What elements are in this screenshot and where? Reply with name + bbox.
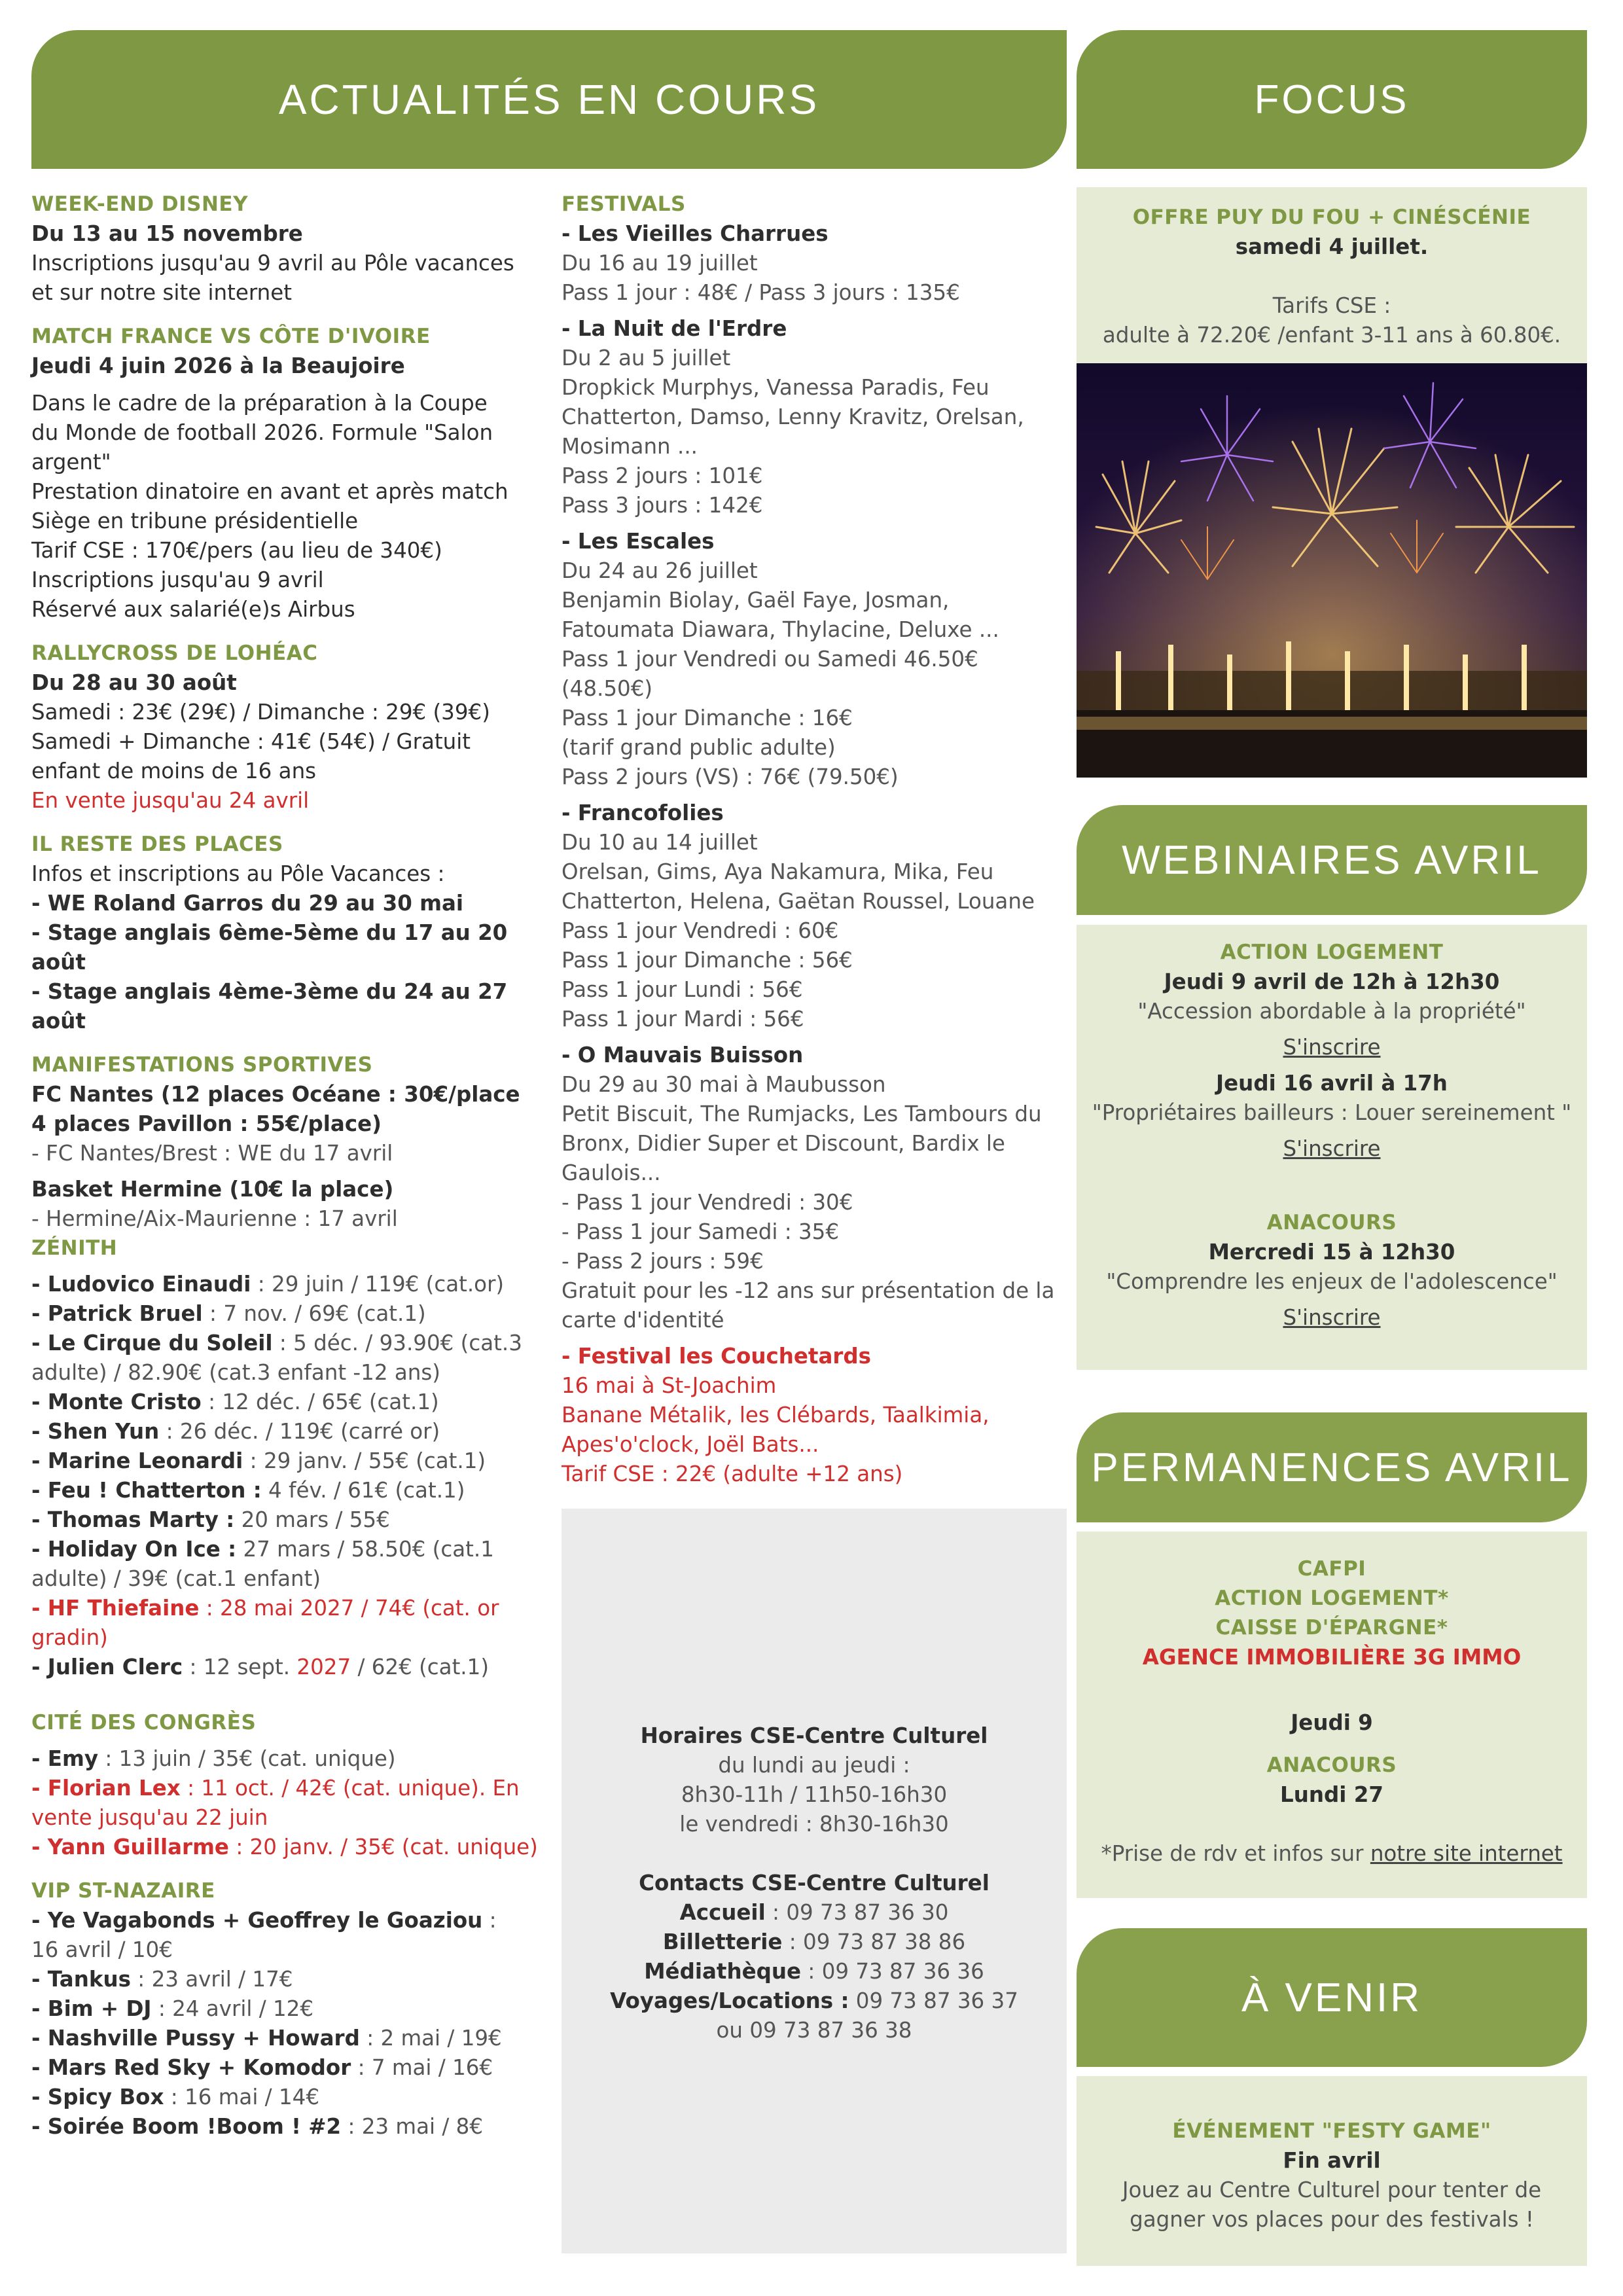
item-name: - HF Thiefaine xyxy=(31,1596,200,1621)
festival-nuit-erdre xyxy=(562,314,1072,520)
text-line: - Pass 2 jours : 59€ xyxy=(562,1249,764,1274)
item-detail: : xyxy=(482,1908,497,1933)
contact-phone: : 09 73 87 36 30 xyxy=(765,1900,949,1925)
section-places xyxy=(31,830,555,1036)
text-line: du lundi au jeudi : xyxy=(718,1753,910,1778)
text-line: le vendredi : 8h30-16h30 xyxy=(679,1812,949,1837)
text-line: Basket Hermine (10€ la place) xyxy=(31,1177,394,1202)
section-match xyxy=(31,322,555,624)
item-detail: gradin) xyxy=(31,1625,108,1650)
webinar-org: ANACOURS xyxy=(1266,1211,1397,1234)
item-detail: : 5 déc. / 93.90€ (cat.3 xyxy=(272,1331,522,1355)
contact-label: Accueil xyxy=(679,1900,766,1925)
item-name: - Julien Clerc xyxy=(31,1655,183,1679)
festival-francofolies xyxy=(562,798,1072,1034)
item-detail: 20 mars / 55€ xyxy=(234,1507,390,1532)
text-line: - WE Roland Garros du 29 au 30 mai xyxy=(31,891,464,916)
webinar-topic: "Accession abordable à la propriété" xyxy=(1137,999,1526,1024)
festival-couchetards xyxy=(562,1342,1072,1489)
text-line: Apes'o'clock, Joël Bats... xyxy=(562,1432,819,1457)
item-detail: : 11 oct. / 42€ (cat. unique). En xyxy=(180,1776,520,1801)
text-line: et sur notre site internet xyxy=(31,280,293,305)
item-name: - Le Cirque du Soleil xyxy=(31,1331,273,1355)
banner-focus: FOCUS xyxy=(1077,30,1587,169)
item-detail: : 28 mai 2027 / 74€ (cat. or xyxy=(199,1596,499,1621)
item-detail: : 12 sept. xyxy=(183,1655,297,1679)
text-line: 8h30-11h / 11h50-16h30 xyxy=(681,1782,948,1807)
list-item xyxy=(31,1329,555,1358)
text-line: Prestation dinatoire en avant et après match xyxy=(31,479,508,504)
text-line: Gaulois... xyxy=(562,1160,661,1185)
text-line: du Monde de football 2026. Formule "Salon xyxy=(31,420,493,445)
text-line: Pass 2 jours : 101€ xyxy=(562,463,763,488)
permanences-panel xyxy=(1077,1532,1587,1898)
festival-name: - La Nuit de l'Erdre xyxy=(562,316,787,341)
contact-label: Billetterie xyxy=(662,1929,783,1954)
section-title: ZÉNITH xyxy=(31,1236,118,1260)
item-detail: 27 mars / 58.50€ (cat.1 xyxy=(236,1537,494,1562)
perm-org: ANACOURS xyxy=(1266,1753,1397,1777)
item-detail: : 29 juin / 119€ (cat.or) xyxy=(251,1272,505,1297)
text-line: Bronx, Didier Super et Discount, Bardix le xyxy=(562,1131,1005,1156)
contact-phone: 09 73 87 36 37 xyxy=(849,1988,1018,2013)
item-detail: / 62€ (cat.1) xyxy=(351,1655,489,1679)
banner-a-venir: À VENIR xyxy=(1077,1928,1587,2067)
item-detail: : 7 mai / 16€ xyxy=(351,2055,493,2080)
a-venir-panel xyxy=(1077,2076,1587,2266)
text-line: Inscriptions jusqu'au 9 avril xyxy=(31,567,324,592)
item-detail: : 7 nov. / 69€ (cat.1) xyxy=(202,1301,426,1326)
item-detail: adulte) / 82.90€ (cat.3 enfant -12 ans) xyxy=(31,1360,440,1385)
text-line: Du 29 au 30 mai à Maubusson xyxy=(562,1072,886,1097)
section-sport xyxy=(31,1050,555,1234)
text-line: Du 2 au 5 juillet xyxy=(562,346,731,370)
item-name: - Holiday On Ice : xyxy=(31,1537,237,1562)
list-item xyxy=(31,2083,555,2112)
text-line: Chatterton, Damso, Lenny Kravitz, Orelsan, xyxy=(562,404,1024,429)
register-link[interactable]: S'inscrire xyxy=(1283,1035,1381,1060)
text-line: Gratuit pour les -12 ans sur présentation de la xyxy=(562,1278,1055,1303)
text-line: Tarifs CSE : xyxy=(1272,293,1391,318)
item-detail: 4 fév. / 61€ (cat.1) xyxy=(261,1478,465,1503)
website-link[interactable]: notre site internet xyxy=(1370,1841,1563,1866)
focus-panel xyxy=(1077,187,1587,363)
section-congres xyxy=(31,1708,555,1862)
item-detail: : 29 janv. / 55€ (cat.1) xyxy=(243,1448,486,1473)
text-line: Petit Biscuit, The Rumjacks, Les Tambours du xyxy=(562,1102,1042,1126)
text-line: 4 places Pavillon : 55€/place) xyxy=(31,1111,382,1136)
event-date: Fin avril xyxy=(1283,2148,1381,2173)
item-detail: : 12 déc. / 65€ (cat.1) xyxy=(201,1390,439,1414)
section-title: MATCH FRANCE VS CÔTE D'IVOIRE xyxy=(31,325,431,348)
item-detail: adulte) / 39€ (cat.1 enfant) xyxy=(31,1566,321,1591)
text-line: Mosimann ... xyxy=(562,434,698,459)
text-line: Fatoumata Diawara, Thylacine, Deluxe ... xyxy=(562,617,999,642)
text-line: Banane Métalik, les Clébards, Taalkimia, xyxy=(562,1403,990,1427)
section-vip xyxy=(31,1876,555,2142)
item-detail: vente jusqu'au 22 juin xyxy=(31,1805,268,1830)
festival-escales xyxy=(562,527,1072,792)
banner-permanences: PERMANENCES AVRIL xyxy=(1077,1412,1587,1522)
list-item xyxy=(31,1476,555,1505)
section-title: IL RESTE DES PLACES xyxy=(31,833,283,856)
register-link[interactable]: S'inscrire xyxy=(1283,1136,1381,1161)
text-line: Pass 1 jour Dimanche : 56€ xyxy=(562,948,853,973)
contact-label: Voyages/Locations : xyxy=(610,1988,849,2013)
event-date: Jeudi 4 juin 2026 à la Beaujoire xyxy=(31,353,405,378)
contact-phone: ou 09 73 87 36 38 xyxy=(716,2018,912,2043)
vip-list xyxy=(31,1906,555,2142)
contact-phone: : 09 73 87 38 86 xyxy=(782,1929,966,1954)
item-detail: : 13 juin / 35€ (cat. unique) xyxy=(98,1746,396,1771)
item-name: - Florian Lex xyxy=(31,1776,181,1801)
text-line: - Hermine/Aix-Maurienne : 17 avril xyxy=(31,1206,398,1231)
item-detail: : 2 mai / 19€ xyxy=(359,2026,502,2051)
text-line: Pass 1 jour Lundi : 56€ xyxy=(562,977,803,1002)
item-name: - Yann Guillarme xyxy=(31,1835,229,1859)
section-disney xyxy=(31,190,555,308)
text-line: Siège en tribune présidentielle xyxy=(31,509,359,533)
list-item xyxy=(31,1270,555,1299)
item-detail: 16 avril / 10€ xyxy=(31,1937,173,1962)
text-line: argent" xyxy=(31,450,111,475)
webinar-topic: "Comprendre les enjeux de l'adolescence" xyxy=(1106,1269,1558,1294)
section-title: WEEK-END DISNEY xyxy=(31,192,249,216)
festival-name: - Francofolies xyxy=(562,800,724,825)
webinar-date: Jeudi 9 avril de 12h à 12h30 xyxy=(1164,969,1500,994)
item-name: - Soirée Boom !Boom ! #2 xyxy=(31,2114,342,2139)
item-detail: : 23 mai / 8€ xyxy=(341,2114,483,2139)
text-line: Dans le cadre de la préparation à la Coupe xyxy=(31,391,488,416)
list-item xyxy=(31,1994,555,2024)
festival-name: - O Mauvais Buisson xyxy=(562,1043,804,1067)
webinar-date: Jeudi 16 avril à 17h xyxy=(1216,1071,1448,1096)
text-line: carte d'identité xyxy=(562,1308,724,1333)
item-detail: : 24 avril / 12€ xyxy=(151,1996,314,2021)
event-date: Du 13 au 15 novembre xyxy=(31,221,303,246)
webinar-org: ACTION LOGEMENT xyxy=(1220,941,1444,964)
item-detail: : 20 janv. / 35€ (cat. unique) xyxy=(228,1835,538,1859)
text-line: Samedi + Dimanche : 41€ (54€) / Gratuit xyxy=(31,729,471,754)
list-item xyxy=(31,1417,555,1446)
event-date: Du 28 au 30 août xyxy=(31,670,237,695)
text-line: (48.50€) xyxy=(562,676,653,701)
event-title: ÉVÉNEMENT "FESTY GAME" xyxy=(1172,2119,1491,2143)
item-name: - Marine Leonardi xyxy=(31,1448,243,1473)
item-name: - Tankus xyxy=(31,1967,131,1992)
webinaires-panel xyxy=(1077,925,1587,1370)
text-line: Jouez au Centre Culturel pour tenter de xyxy=(1122,2178,1542,2202)
text-line: Pass 1 jour Vendredi : 60€ xyxy=(562,918,839,943)
fireworks-photo xyxy=(1077,363,1587,778)
item-name: - Monte Cristo xyxy=(31,1390,202,1414)
text-line: - Pass 1 jour Vendredi : 30€ xyxy=(562,1190,853,1215)
fireworks-illustration xyxy=(1077,363,1587,778)
item-name: - Spicy Box xyxy=(31,2085,164,2109)
text-line: Du 24 au 26 juillet xyxy=(562,558,758,583)
list-item xyxy=(31,2024,555,2053)
item-name: - Ludovico Einaudi xyxy=(31,1272,251,1297)
hours-contacts-box xyxy=(562,1509,1067,2253)
text-line: Pass 2 jours (VS) : 76€ (79.50€) xyxy=(562,764,899,789)
text-line: - Stage anglais 4ème-3ème du 24 au 27 août xyxy=(31,979,508,1033)
text-line: FC Nantes (12 places Océane : 30€/place xyxy=(31,1082,520,1107)
section-title: FESTIVALS xyxy=(562,192,686,216)
zenith-list xyxy=(31,1270,555,1594)
item-name: - Emy xyxy=(31,1746,99,1771)
perm-org: CAFPI xyxy=(1297,1557,1366,1581)
text-line: Pass 3 jours : 142€ xyxy=(562,493,763,518)
list-item xyxy=(31,1358,555,1388)
text-line: Samedi : 23€ (29€) / Dimanche : 29€ (39€) xyxy=(31,700,490,725)
text-line: Dropkick Murphys, Vanessa Paradis, Feu xyxy=(562,375,990,400)
text-line-highlight: En vente jusqu'au 24 avril xyxy=(31,788,310,813)
perm-date: Jeudi 9 xyxy=(1291,1710,1373,1735)
section-title: VIP ST-NAZAIRE xyxy=(31,1879,215,1903)
hours-title: Horaires CSE-Centre Culturel xyxy=(640,1723,988,1748)
text-line: Tarif CSE : 170€/pers (au lieu de 340€) xyxy=(31,538,442,563)
item-name: - Feu ! Chatterton : xyxy=(31,1478,262,1503)
text-line: Du 10 au 14 juillet xyxy=(562,830,758,855)
text-line: gagner vos places pour des festivals ! xyxy=(1130,2207,1534,2232)
list-item xyxy=(31,1535,555,1564)
banner-webinaires: WEBINAIRES AVRIL xyxy=(1077,805,1587,915)
item-detail: : 23 avril / 17€ xyxy=(130,1967,293,1992)
section-rallycross xyxy=(31,639,555,816)
list-item xyxy=(31,1906,555,1935)
list-item xyxy=(31,1935,555,1965)
section-title: CITÉ DES CONGRÈS xyxy=(31,1711,257,1734)
item-name: - Shen Yun xyxy=(31,1419,160,1444)
text-line: Inscriptions jusqu'au 9 avril au Pôle vacances xyxy=(31,251,514,276)
text-line: - FC Nantes/Brest : WE du 17 avril xyxy=(31,1141,393,1166)
item-name: - Thomas Marty : xyxy=(31,1507,235,1532)
perm-org: ACTION LOGEMENT* xyxy=(1215,1587,1449,1610)
contact-phone: : 09 73 87 36 36 xyxy=(801,1959,984,1984)
text-line: 16 mai à St-Joachim xyxy=(562,1373,777,1398)
banner-actualites: ACTUALITÉS EN COURS xyxy=(31,30,1067,169)
festival-mauvais-buisson xyxy=(562,1041,1072,1335)
text-line: Du 16 au 19 juillet xyxy=(562,251,758,276)
list-item xyxy=(31,2053,555,2083)
perm-date: Lundi 27 xyxy=(1280,1782,1383,1807)
item-name: - Nashville Pussy + Howard xyxy=(31,2026,360,2051)
webinar-date: Mercredi 15 à 12h30 xyxy=(1208,1240,1455,1265)
text-line: - Stage anglais 6ème-5ème du 17 au 20 août xyxy=(31,920,508,975)
item-name: - Ye Vagabonds + Geoffrey le Goaziou xyxy=(31,1908,483,1933)
focus-title: OFFRE PUY DU FOU + CINÉSCÉNIE xyxy=(1132,206,1531,229)
contact-label: Médiathèque xyxy=(644,1959,802,1984)
festival-name: - Les Vieilles Charrues xyxy=(562,221,829,246)
item-name: - Bim + DJ xyxy=(31,1996,152,2021)
webinar-topic: "Propriétaires bailleurs : Louer sereinement " xyxy=(1092,1100,1572,1125)
list-item xyxy=(31,1446,555,1476)
focus-date: samedi 4 juillet. xyxy=(1235,234,1429,259)
item-detail: : 16 mai / 14€ xyxy=(164,2085,319,2109)
text-line: adulte à 72.20€ /enfant 3-11 ans à 60.80€. xyxy=(1102,323,1561,348)
text-line: Pass 1 jour Dimanche : 16€ xyxy=(562,706,853,730)
text-line: Pass 1 jour Mardi : 56€ xyxy=(562,1007,804,1031)
perm-org: CAISSE D'ÉPARGNE* xyxy=(1215,1616,1448,1640)
festival-name: - Les Escales xyxy=(562,529,715,554)
column-left xyxy=(31,190,555,2156)
list-item xyxy=(31,1965,555,1994)
text-line: Tarif CSE : 22€ (adulte +12 ans) xyxy=(562,1462,903,1486)
text-line: Benjamin Biolay, Gaël Faye, Josman, xyxy=(562,588,950,613)
list-item xyxy=(31,1299,555,1329)
text-line: enfant de moins de 16 ans xyxy=(31,759,317,783)
list-item xyxy=(31,1505,555,1535)
item-detail: 2027 xyxy=(296,1655,351,1679)
text-line: Pass 1 jour Vendredi ou Samedi 46.50€ xyxy=(562,647,978,672)
contacts-title: Contacts CSE-Centre Culturel xyxy=(639,1871,990,1895)
item-detail: : 26 déc. / 119€ (carré or) xyxy=(159,1419,440,1444)
item-name: - Mars Red Sky + Komodor xyxy=(31,2055,351,2080)
text-line: - Pass 1 jour Samedi : 35€ xyxy=(562,1219,840,1244)
text-line: Infos et inscriptions au Pôle Vacances : xyxy=(31,861,445,886)
perm-note: *Prise de rdv et infos sur xyxy=(1101,1841,1370,1866)
column-middle xyxy=(562,190,1072,1489)
register-link[interactable]: S'inscrire xyxy=(1283,1305,1381,1330)
text-line: Réservé aux salarié(e)s Airbus xyxy=(31,597,355,622)
list-item xyxy=(31,2112,555,2142)
text-line: (tarif grand public adulte) xyxy=(562,735,836,760)
list-item xyxy=(31,1388,555,1417)
list-item xyxy=(31,1564,555,1594)
text-line: Orelsan, Gims, Aya Nakamura, Mika, Feu xyxy=(562,859,994,884)
section-zenith xyxy=(31,1234,555,1682)
perm-org-highlight: AGENCE IMMOBILIÈRE 3G IMMO xyxy=(1142,1645,1522,1670)
section-title: RALLYCROSS DE LOHÉAC xyxy=(31,641,318,665)
text-line: Pass 1 jour : 48€ / Pass 3 jours : 135€ xyxy=(562,280,960,305)
section-title: MANIFESTATIONS SPORTIVES xyxy=(31,1053,373,1077)
text-line: Chatterton, Helena, Gaëtan Roussel, Louane xyxy=(562,889,1035,914)
festival-name: - Festival les Couchetards xyxy=(562,1344,872,1369)
festival-vieilles-charrues xyxy=(562,219,1072,308)
item-name: - Patrick Bruel xyxy=(31,1301,203,1326)
